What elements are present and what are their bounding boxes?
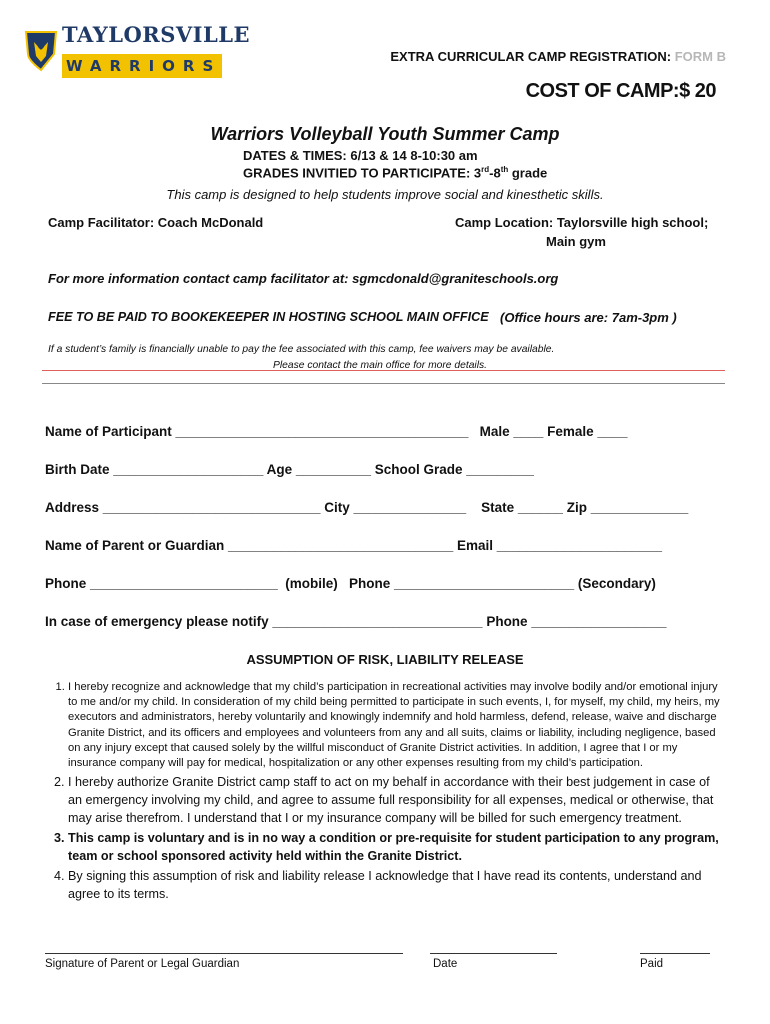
release-item-3: 3. This camp is voluntary and is in no way a condition or pre-requisite for student participation to any program, team or school sponsored activity held within the Granite District. bbox=[68, 829, 725, 865]
emergency-contact-field[interactable]: In case of emergency please notify ____________________________ Phone __________________ bbox=[45, 614, 667, 629]
signature-line-date[interactable] bbox=[430, 953, 557, 954]
grades-mid: -8 bbox=[489, 165, 501, 181]
office-hours: (Office hours are: 7am-3pm ) bbox=[500, 310, 677, 325]
grades-prefix: GRADES INVITIED TO PARTICIPATE: 3 bbox=[243, 165, 482, 181]
form-label bbox=[390, 49, 726, 64]
warrior-shield-icon bbox=[24, 28, 58, 72]
parent-guardian-field[interactable]: Name of Parent or Guardian ______________________________ Email ______________________ bbox=[45, 538, 662, 553]
camp-cost: COST OF CAMP:$ 20 bbox=[525, 80, 716, 102]
signature-date-label: Date bbox=[433, 958, 458, 970]
release-list bbox=[45, 680, 725, 905]
camp-facilitator: Camp Facilitator: Coach McDonald bbox=[48, 215, 264, 230]
grades-sup-rd: rd bbox=[481, 165, 490, 174]
signature-line-paid[interactable] bbox=[640, 953, 710, 954]
waiver-note-line2: Please contact the main office for more details. bbox=[272, 360, 488, 371]
divider-red bbox=[42, 370, 725, 371]
form-label-text: EXTRA CURRICULAR CAMP REGISTRATION: bbox=[390, 49, 672, 64]
camp-dates: DATES & TIMES: 6/13 & 14 8-10:30 am bbox=[243, 148, 478, 163]
camp-location-line2: Main gym bbox=[546, 234, 606, 249]
camp-grades bbox=[243, 165, 547, 180]
grades-sup-th: th bbox=[500, 165, 509, 174]
address-field[interactable]: Address _____________________________ City _______________ State ______ Zip _____________ bbox=[45, 500, 689, 515]
phone-field[interactable]: Phone _________________________ (mobile) Phone ________________________ (Secondary) bbox=[45, 576, 656, 591]
release-item-1: 1. I hereby recognize and acknowledge that my child’s participation in recreational activities may involve bodily and/or emotional injury to me and/or my child. In consideration of my child being permitted to participate in such events, I, for myself, my child, my heirs, my executors and administrators, hereby voluntarily and knowingly indemnify and hold harmless, defend, release, waive and discharge Granite District, and its officers and employees and volunteers from any and all suits, claims or liability, including negligence, based on any injury except that caused solely by the willful misconduct of Granite District activities. In addition, I agree that I or my insurance company will pay for medical, hospitalization or any other expenses resulting from my child’s participation. bbox=[68, 680, 725, 771]
fee-notice: FEE TO BE PAID TO BOOKEKEEPER IN HOSTING SCHOOL MAIN OFFICE bbox=[48, 310, 489, 324]
waiver-note-line1: If a student’s family is financially unable to pay the fee associated with this camp, fee waivers may be available. bbox=[48, 344, 555, 355]
grades-suffix: grade bbox=[508, 165, 548, 181]
school-logo bbox=[24, 22, 251, 82]
contact-info: For more information contact camp facilitator at: sgmcdonald@graniteschools.org bbox=[48, 271, 559, 286]
form-id: FORM B bbox=[674, 49, 726, 64]
release-item-4: 4. By signing this assumption of risk and liability release I acknowledge that I have read its contents, understand and agree to its terms. bbox=[68, 867, 725, 903]
logo-team-name: WARRIORS bbox=[66, 57, 222, 75]
camp-location-line1: Camp Location: Taylorsville high school; bbox=[455, 215, 709, 230]
signature-parent-label: Signature of Parent or Legal Guardian bbox=[45, 958, 240, 970]
release-item-2: 2. I hereby authorize Granite District camp staff to act on my behalf in accordance with their best judgement in case of an emergency involving my child, and agree to assume full responsibility for all expenses, medical or otherwise, that may arise therefrom. I understand that I or my insurance company will be billed for such emergency treatment. bbox=[68, 773, 725, 827]
divider-gray bbox=[42, 383, 725, 384]
signature-line-parent[interactable] bbox=[45, 953, 403, 954]
release-heading: ASSUMPTION OF RISK, LIABILITY RELEASE bbox=[246, 652, 524, 667]
participant-field[interactable]: Name of Participant _______________________________________ Male ____ Female ____ bbox=[45, 424, 628, 439]
camp-title: Warriors Volleyball Youth Summer Camp bbox=[210, 124, 560, 144]
birth-date-field[interactable]: Birth Date ____________________ Age __________ School Grade _________ bbox=[45, 462, 534, 477]
signature-paid-label: Paid bbox=[640, 958, 664, 970]
camp-description: This camp is designed to help students improve social and kinesthetic skills. bbox=[166, 187, 604, 202]
logo-school-name: TAYLORSVILLE bbox=[62, 22, 251, 47]
